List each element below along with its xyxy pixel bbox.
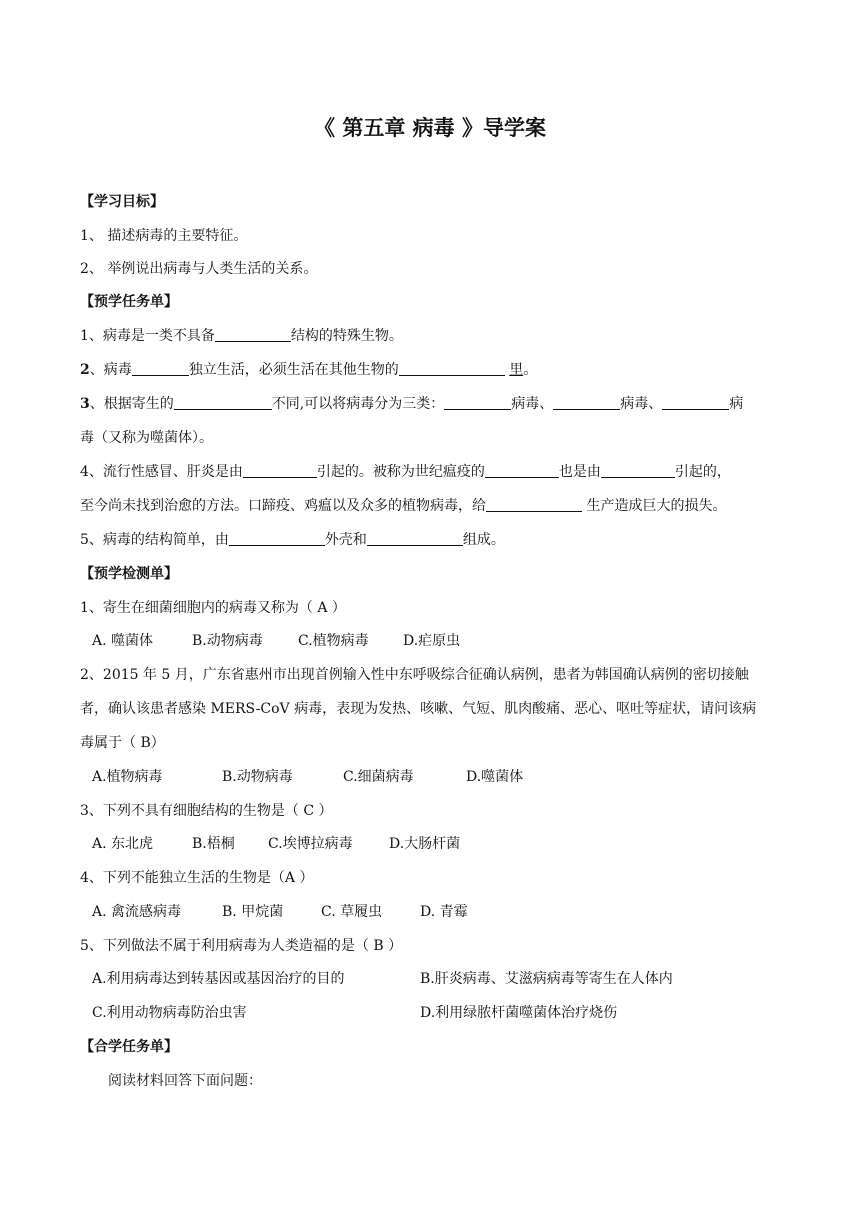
check-q2-stem-1: 2、2015 年 5 月，广东省惠州市出现首例输入性中东呼吸综合征确认病例，患者为韩国确认病例的密切接触 — [80, 667, 749, 683]
preview-q2 — [80, 360, 537, 380]
page-title: 《 第五章 病毒 》导学案 — [314, 116, 546, 140]
q4-text-a: 4、流行性感冒、肝炎是由 — [80, 464, 243, 480]
q4-blank-1[interactable] — [243, 463, 317, 478]
preview-heading: 【预学任务单】 — [80, 294, 178, 310]
preview-q4 — [80, 462, 731, 482]
check-q3-stem: 3、下列不具有细胞结构的生物是（ C ） — [80, 803, 333, 819]
q3-text-a: 、根据寄生的 — [89, 396, 174, 412]
q2-text-d: 。 — [523, 362, 538, 378]
check-q3-option-c: C.埃博拉病毒 — [268, 836, 353, 852]
q3-text-c: 病毒、 — [511, 396, 554, 412]
q5-text-a: 5、病毒的结构简单，由 — [80, 532, 229, 548]
q3-text-e: 病 — [729, 396, 744, 412]
q4-text-e: 至今尚未找到治愈的方法。口蹄疫、鸡瘟以及众多的植物病毒，给 — [80, 498, 486, 514]
q5-text-b: 外壳和 — [324, 532, 367, 548]
check-q2-stem-3: 毒属于（ B） — [80, 735, 165, 751]
q5-text-c: 组成。 — [462, 532, 505, 548]
q1-blank[interactable] — [215, 327, 291, 342]
q4-blank-3[interactable] — [601, 463, 675, 478]
preview-q5 — [80, 530, 505, 550]
check-q5-option-d: D.利用绿脓杆菌噬菌体治疗烧伤 — [420, 1005, 618, 1021]
q2-blank-1[interactable] — [132, 361, 189, 376]
q4-text-d: 引起的， — [674, 464, 731, 480]
q5-blank-1[interactable] — [229, 531, 325, 546]
q2-text-c: 里 — [509, 362, 524, 378]
q2-text-a: 、病毒 — [89, 362, 132, 378]
q3-text-d: 病毒、 — [620, 396, 663, 412]
q4-text-b: 引起的。被称为世纪瘟疫的 — [316, 464, 485, 480]
check-q5-option-b: B.肝炎病毒、艾滋病病毒等寄生在人体内 — [420, 971, 673, 987]
check-q4-option-b: B. 甲烷菌 — [222, 904, 284, 920]
check-q4-option-c: C. 草履虫 — [321, 904, 383, 920]
objectives-heading: 【学习目标】 — [80, 194, 164, 210]
check-q4-option-a: A. 禽流感病毒 — [92, 904, 182, 920]
check-q2-option-d: D.噬菌体 — [466, 769, 524, 785]
q3-blank-2[interactable] — [444, 395, 511, 410]
q2-text-b: 独立生活，必须生活在其他生物的 — [188, 362, 399, 378]
check-q3-option-a: A. 东北虎 — [92, 836, 154, 852]
coop-text: 阅读材料回答下面问题： — [108, 1073, 262, 1089]
check-q2-stem-2: 者，确认该患者感染 MERS-CoV 病毒，表现为发热、咳嗽、气短、肌肉酸痛、恶心、呕吐等症状，请问该病 — [80, 701, 757, 717]
preview-q3-cont: 毒（又称为噬菌体）。 — [80, 430, 213, 446]
check-heading: 【预学检测单】 — [80, 566, 178, 582]
q3-blank-1[interactable] — [174, 395, 272, 410]
objective-1: 1、 描述病毒的主要特征。 — [80, 228, 248, 244]
q4-text-c: 也是由 — [558, 464, 601, 480]
check-q5-option-c: C.利用动物病毒防治虫害 — [92, 1005, 247, 1021]
check-q1-option-c: C.植物病毒 — [298, 633, 369, 649]
q2-blank-2[interactable] — [399, 361, 505, 376]
preview-q1 — [80, 326, 403, 346]
check-q1-option-a: A. 噬菌体 — [92, 633, 154, 649]
q4-blank-4[interactable] — [486, 497, 582, 512]
coop-heading: 【合学任务单】 — [80, 1039, 178, 1055]
check-q2-option-a: A.植物病毒 — [92, 769, 163, 785]
check-q4-stem: 4、下列不能独立生活的生物是（A ） — [80, 870, 314, 886]
q3-text-b: 不同,可以将病毒分为三类： — [271, 396, 445, 412]
check-q2-option-b: B.动物病毒 — [222, 769, 293, 785]
objective-2: 2、 举例说出病毒与人类生活的关系。 — [80, 261, 318, 277]
q4-blank-2[interactable] — [485, 463, 559, 478]
q1-text-a: 1、病毒是一类不具备 — [80, 328, 215, 344]
q3-num: 3 — [80, 396, 90, 412]
check-q3-option-d: D.大肠杆菌 — [389, 836, 461, 852]
preview-q3 — [80, 394, 743, 414]
check-q1-option-b: B.动物病毒 — [192, 633, 263, 649]
preview-q4-cont — [80, 496, 726, 516]
q4-text-f: 生产造成巨大的损失。 — [582, 498, 727, 514]
check-q5-stem: 5、下列做法不属于利用病毒为人类造福的是（ B ） — [80, 938, 403, 954]
q1-text-b: 结构的特殊生物。 — [290, 328, 403, 344]
check-q1-option-d: D.疟原虫 — [403, 633, 461, 649]
q3-blank-3[interactable] — [553, 395, 620, 410]
check-q2-option-c: C.细菌病毒 — [343, 769, 414, 785]
check-q5-option-a: A.利用病毒达到转基因或基因治疗的目的 — [92, 971, 345, 987]
q2-num: 2 — [80, 362, 90, 378]
check-q1-stem: 1、寄生在细菌细胞内的病毒又称为（ A ） — [80, 600, 346, 616]
check-q4-option-d: D. 青霉 — [420, 904, 468, 920]
check-q3-option-b: B.梧桐 — [192, 836, 235, 852]
q5-blank-2[interactable] — [367, 531, 463, 546]
q3-blank-4[interactable] — [662, 395, 729, 410]
